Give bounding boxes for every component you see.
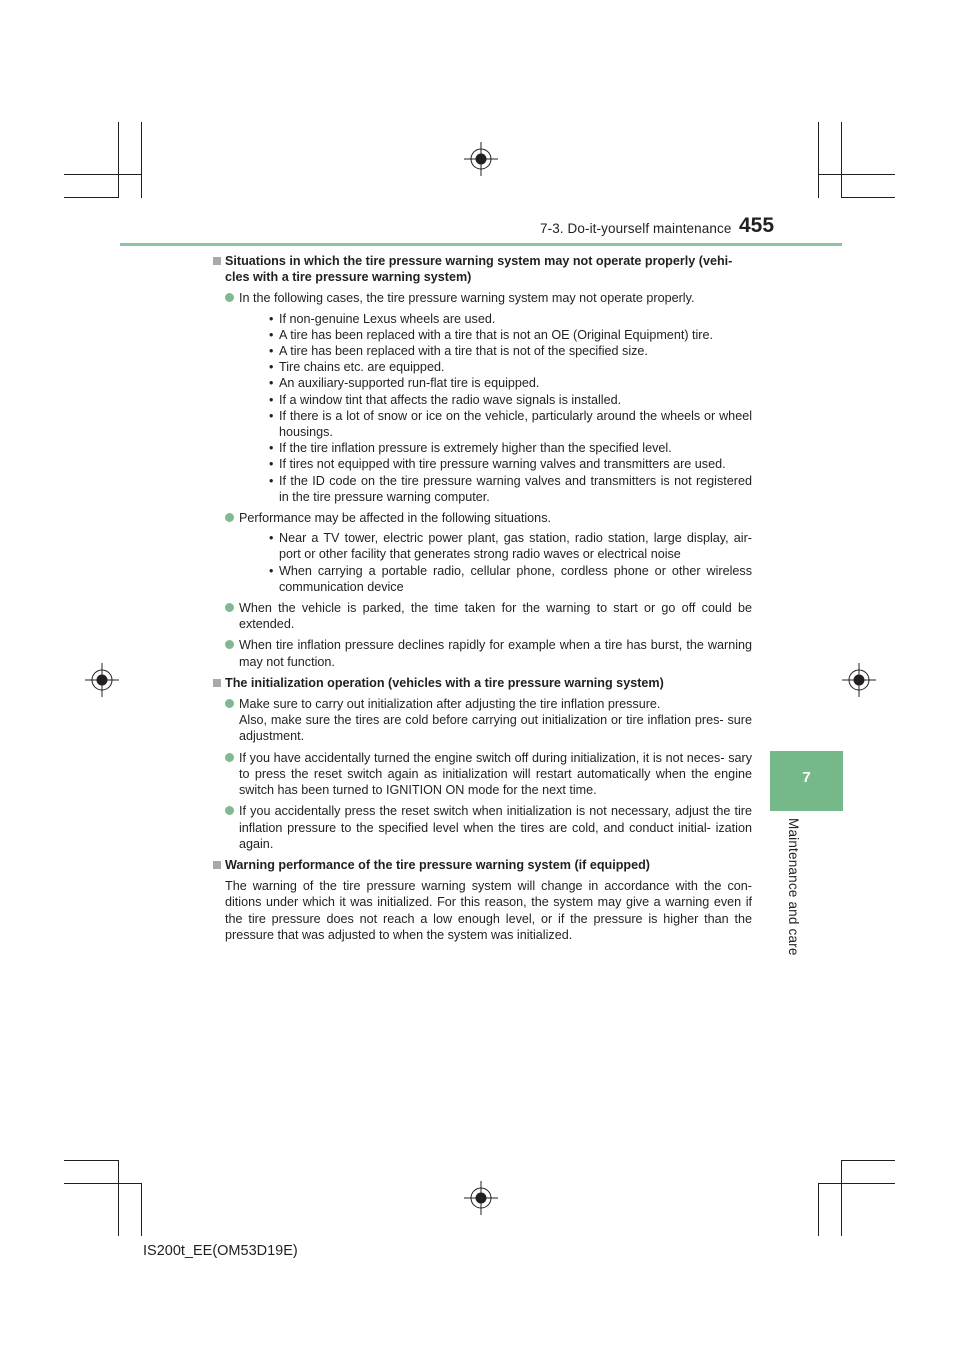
list-item	[212, 750, 752, 799]
crop-mark-bottom-left-horizontal	[64, 1160, 118, 1161]
square-bullet-icon	[213, 861, 221, 869]
document-code: IS200t_EE(OM53D19E)	[143, 1243, 298, 1259]
crop-mark-top-left-vertical-2	[141, 122, 142, 198]
section-heading-text: Warning performance of the tire pressure warning system (if equipped)	[225, 857, 650, 872]
crop-mark-top-right-vertical-2	[841, 122, 842, 198]
circle-bullet-icon	[225, 753, 234, 762]
crop-mark-bottom-right-vertical	[818, 1183, 819, 1236]
page-number: 455	[739, 214, 775, 237]
list-item-text: When tire inflation pressure declines rapidly for example when a tire has burst, the warning may not function.	[239, 638, 752, 669]
section-heading	[212, 253, 752, 285]
main-content	[212, 253, 752, 943]
circle-bullet-icon	[225, 640, 234, 649]
list-item-text: Performance may be affected in the following situations.	[239, 511, 551, 526]
crop-mark-bottom-left-horizontal-2	[64, 1183, 141, 1184]
sub-list	[239, 530, 752, 595]
list-item	[212, 803, 752, 852]
sub-list-item: • A tire has been replaced with a tire that is not of the specified size.	[269, 344, 648, 359]
list-item	[212, 510, 752, 595]
circle-bullet-icon	[225, 513, 234, 522]
square-bullet-icon	[213, 679, 221, 687]
section-heading-text: The initialization operation (vehicles with a tire pressure warning system)	[225, 675, 664, 690]
sub-list-item: • Tire chains etc. are equipped.	[269, 360, 445, 375]
circle-bullet-icon	[225, 603, 234, 612]
crop-mark-top-right-horizontal-2	[841, 197, 895, 198]
circle-bullet-icon	[225, 806, 234, 815]
crop-mark-top-left-vertical	[118, 122, 119, 198]
sub-list	[239, 311, 752, 505]
chapter-number: 7	[802, 769, 811, 786]
list-item-text: If you have accidentally turned the engine switch off during initialization, it is not neces- sary to press the reset switch again as initialization will restart automatically when the engine switch has been turned to IGNITION ON mode for the next time.	[239, 750, 752, 798]
list-item	[212, 637, 752, 669]
crop-mark-top-right-vertical	[818, 122, 819, 198]
crop-mark-top-left-horizontal	[64, 174, 141, 175]
circle-bullet-icon	[225, 699, 234, 708]
list-item	[212, 696, 752, 745]
circle-bullet-icon	[225, 293, 234, 302]
crop-mark-top-left-horizontal-2	[64, 197, 118, 198]
crop-mark-bottom-right-horizontal-2	[818, 1183, 895, 1184]
registration-mark-bottom-icon	[464, 1181, 498, 1215]
list-item	[212, 600, 752, 632]
sub-list-item: • If the tire inflation pressure is extremely higher than the specified level.	[269, 441, 672, 456]
registration-mark-left-icon	[85, 663, 119, 697]
chapter-title: Maintenance and care	[786, 818, 801, 956]
list-item-text: In the following cases, the tire pressure warning system may not operate properly.	[239, 291, 695, 306]
list-item-text-continued: Also, make sure the tires are cold before carrying out initialization or tire inflation pres- sure adjustment.	[239, 713, 752, 744]
registration-mark-top-icon	[464, 142, 498, 176]
registration-mark-right-icon	[842, 663, 876, 697]
sub-list-item: • If there is a lot of snow or ice on the vehicle, particularly around the wheels or wheel housings.	[269, 408, 752, 440]
sub-list-item: • An auxiliary-supported run-flat tire is equipped.	[269, 376, 540, 391]
sub-list-item: • If the ID code on the tire pressure warning valves and transmitters is not registered in the tire pressure warning computer.	[269, 473, 752, 504]
list-item	[212, 290, 752, 505]
sub-list-item: • A tire has been replaced with a tire that is not an OE (Original Equipment) tire.	[269, 327, 714, 342]
square-bullet-icon	[213, 257, 221, 265]
sub-list-item: • If tires not equipped with tire pressure warning valves and transmitters are used.	[269, 457, 726, 472]
crop-mark-bottom-left-vertical-2	[141, 1183, 142, 1236]
sub-list-item: • If a window tint that affects the radio wave signals is installed.	[269, 392, 622, 407]
list-item-text: Make sure to carry out initialization after adjusting the tire inflation pressure.	[239, 697, 661, 712]
sub-list-item: • When carrying a portable radio, cellular phone, cordless phone or other wireless communication device	[269, 563, 752, 594]
sub-list-item: • Near a TV tower, electric power plant, gas station, radio station, large display, air- port or other facility that generates strong radio waves or electrical noise	[269, 531, 752, 562]
section-title: 7-3. Do-it-yourself maintenance	[540, 221, 732, 236]
section-heading-text: Situations in which the tire pressure warning system may not operate properly (vehi- cles with a tire pressure warning system)	[225, 254, 733, 285]
section-heading	[212, 857, 752, 873]
section-heading	[212, 675, 752, 691]
sub-list-item: • If non-genuine Lexus wheels are used.	[269, 311, 496, 326]
header-rule	[120, 243, 842, 246]
section-paragraph: The warning of the tire pressure warning system will change in accordance with the con- ditions under which it was initialized. For this reason, the system may give a warning even if the tire pressure does not reach a low enough level, or if the pressure is higher than the pressure that was adjusted to when the system was initialized.	[225, 879, 752, 942]
list-item-text: If you accidentally press the reset switch when initialization is not necessary, adjust the tire inflation pressure to the specified level when the tires are cold, and conduct initial- ization again.	[239, 804, 752, 851]
crop-mark-bottom-right-horizontal	[841, 1160, 895, 1161]
crop-mark-top-right-horizontal	[818, 174, 895, 175]
list-item-text: When the vehicle is parked, the time taken for the warning to start or go off could be extended.	[239, 601, 752, 632]
crop-mark-bottom-right-vertical-2	[841, 1160, 842, 1236]
crop-mark-bottom-left-vertical	[118, 1160, 119, 1236]
